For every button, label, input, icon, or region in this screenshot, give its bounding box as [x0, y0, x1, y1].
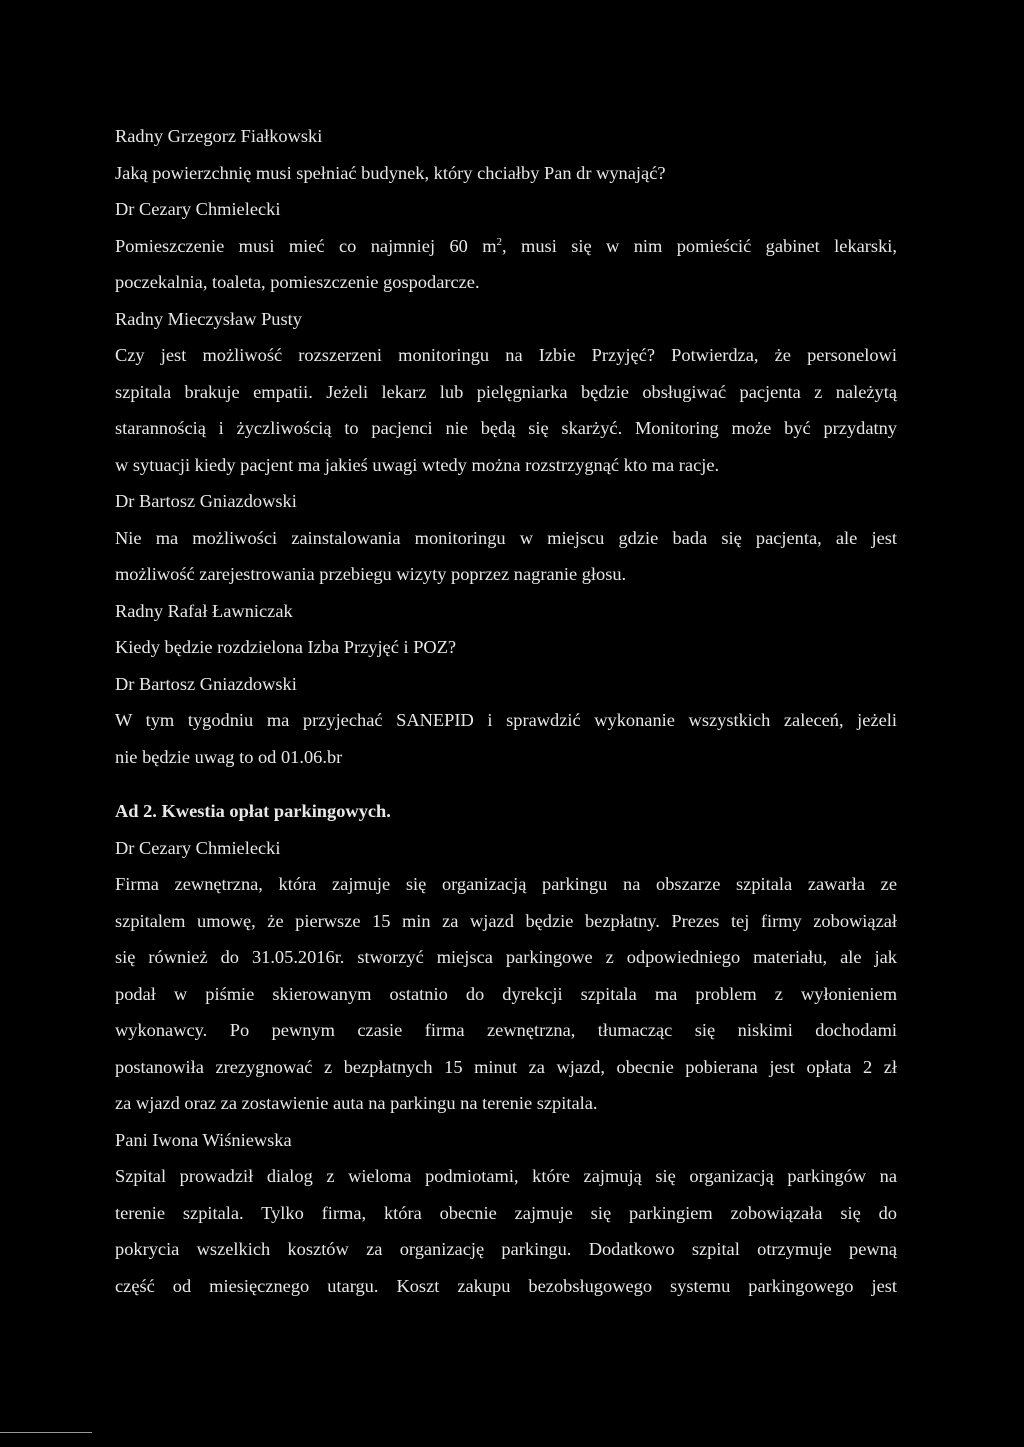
- section-heading: Ad 2. Kwestia opłat parkingowych.: [115, 801, 391, 821]
- paragraph-line: Nie ma możliwości zainstalowania monitoringu w miejscu gdzie bada się pacjenta, ale jest: [115, 527, 897, 548]
- paragraph-line: Jaką powierzchnię musi spełniać budynek, który chciałby Pan dr wynająć?: [115, 162, 666, 183]
- paragraph-line: postanowiła zrezygnować z bezpłatnych 15 minut za wjazd, obecnie pobierana jest opłata 2 zł: [115, 1056, 897, 1077]
- document-page: [115, 118, 897, 1304]
- speaker-name: Radny Grzegorz Fiałkowski: [115, 126, 323, 146]
- speaker-name: Radny Mieczysław Pusty: [115, 308, 302, 329]
- speaker-name: Dr Cezary Chmielecki: [115, 199, 281, 219]
- section-gap: [115, 775, 897, 793]
- speaker-name: Dr Bartosz Gniazdowski: [115, 491, 297, 511]
- paragraph-line: szpitalem umowę, że pierwsze 15 min za wjazd będzie bezpłatny. Prezes tej firmy zobowiązał: [115, 910, 897, 931]
- paragraph-line: wykonawcy. Po pewnym czasie firma zewnętrzna, tłumacząc się niskimi dochodami: [115, 1020, 897, 1040]
- paragraph-line: w sytuacji kiedy pacjent ma jakieś uwagi wtedy można rozstrzygnąć kto ma racje.: [115, 454, 720, 475]
- paragraph-line: [115, 228, 897, 265]
- paragraph-line: szpitala brakuje empatii. Jeżeli lekarz lub pielęgniarka będzie obsługiwać pacjenta z należytą: [115, 381, 897, 402]
- speaker-name: Radny Rafał Ławniczak: [115, 600, 293, 621]
- text-fragment: Pomieszczenie musi mieć co najmniej 60 m: [115, 235, 497, 256]
- paragraph-line: nie będzie uwag to od 01.06.br: [115, 746, 343, 767]
- superscript: 2: [496, 235, 503, 248]
- paragraph-line: W tym tygodniu ma przyjechać SANEPID i sprawdzić wykonanie wszystkich zaleceń, jeżeli: [115, 710, 897, 730]
- paragraph-line: Firma zewnętrzna, która zajmuje się organizacją parkingu na obszarze szpitala zawarła ze: [115, 874, 897, 894]
- footer-rule: [0, 1432, 92, 1433]
- paragraph-line: podał w piśmie skierowanym ostatnio do dyrekcji szpitala ma problem z wyłonieniem: [115, 983, 897, 1004]
- paragraph-line: się również do 31.05.2016r. stworzyć miejsca parkingowe z odpowiedniego materiału, ale jak: [115, 947, 897, 967]
- paragraph-line: poczekalnia, toaleta, pomieszczenie gospodarcze.: [115, 272, 480, 292]
- paragraph-line: Szpital prowadził dialog z wieloma podmiotami, które zajmują się organizacją parkingów na: [115, 1166, 897, 1186]
- speaker-name: Dr Bartosz Gniazdowski: [115, 673, 297, 694]
- paragraph-line: starannością i życzliwością to pacjenci nie będą się skarżyć. Monitoring może być przydatny: [115, 418, 897, 438]
- paragraph-line: za wjazd oraz za zostawienie auta na parkingu na terenie szpitala.: [115, 1093, 598, 1113]
- paragraph-line: Kiedy będzie rozdzielona Izba Przyjęć i POZ?: [115, 637, 457, 657]
- speaker-name: Pani Iwona Wiśniewska: [115, 1129, 292, 1150]
- paragraph-line: część od miesięcznego utargu. Koszt zakupu bezobsługowego systemu parkingowego jest: [115, 1275, 897, 1296]
- speaker-name: Dr Cezary Chmielecki: [115, 837, 281, 858]
- text-fragment: , musi się w nim pomieścić gabinet lekarski,: [502, 235, 897, 256]
- paragraph-line: terenie szpitala. Tylko firma, która obecnie zajmuje się parkingiem zobowiązała się do: [115, 1202, 897, 1223]
- paragraph-line: Czy jest możliwość rozszerzeni monitoringu na Izbie Przyjęć? Potwierdza, że personelowi: [115, 345, 897, 365]
- paragraph-line: pokrycia wszelkich kosztów za organizację parkingu. Dodatkowo szpital otrzymuje pewną: [115, 1239, 897, 1259]
- paragraph-line: możliwość zarejestrowania przebiegu wizyty poprzez nagranie głosu.: [115, 564, 627, 584]
